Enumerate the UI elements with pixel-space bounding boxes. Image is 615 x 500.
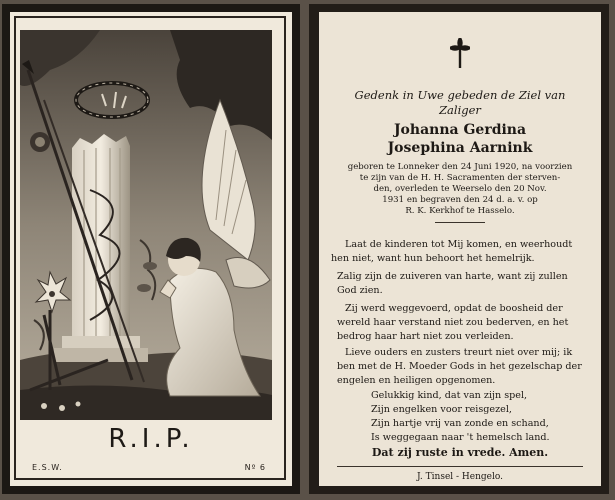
poem-line: Gelukkig kind, dat van zijn spel, — [371, 390, 528, 401]
paragraph-line: Lieve ouders en zusters treurt niet over mij; ik — [345, 347, 573, 358]
card-front-paper — [10, 12, 292, 486]
paragraph-line: ben met de H. Moeder Gods in het gezelschap der — [337, 361, 582, 372]
devotional-illustration — [20, 30, 272, 420]
paragraph-line: wereld haar verstand niet zou bederven, en het — [337, 317, 569, 328]
publisher-line: J. Tinsel - Hengelo. — [417, 472, 503, 482]
bio-line: den, overleden te Weerselo den 20 Nov. — [373, 184, 547, 194]
scripture-paragraph — [331, 238, 599, 266]
bio-line: 1931 en begraven den 24 d. a. v. op — [382, 195, 538, 205]
poem-line: Is weggegaan naar 't hemelsch land. — [371, 432, 550, 443]
intro-line-1: Gedenk in Uwe gebeden de Ziel van — [354, 88, 566, 102]
bio-line: te zijn van de H. H. Sacramenten der sterven- — [359, 173, 561, 183]
intro-line-2: Zaliger — [439, 103, 481, 117]
closing-prayer: Dat zij ruste in vrede. Amen. — [371, 446, 549, 459]
poem-line: Zijn engelken voor reisgezel, — [371, 404, 512, 415]
bio-line: R. K. Kerkhof te Hasselo. — [405, 206, 515, 216]
poem-line: Zijn hartje vrij van zonde en schand, — [371, 418, 549, 429]
paragraph-line: God zien. — [337, 285, 383, 296]
card-back-paper — [319, 12, 601, 486]
farewell-paragraph — [337, 346, 591, 388]
memorial-card-front — [2, 4, 300, 494]
deceased-name-line-1: Johanna Gerdina — [393, 122, 527, 138]
printer-mark: E.S.W. — [32, 463, 63, 472]
paragraph-line: bedrog haar hart niet zou verleiden. — [337, 331, 514, 342]
deceased-name-line-2: Josephina Aarnink — [387, 140, 533, 156]
divider — [337, 466, 583, 467]
paragraph-line: Zalig zijn de zuiveren van harte, want zij zullen — [337, 271, 568, 282]
memorial-card-back — [309, 4, 609, 494]
wisdom-paragraph — [337, 302, 591, 344]
paragraph-line: Laat de kinderen tot Mij komen, en weerhoudt — [345, 239, 573, 250]
cross-icon — [450, 38, 470, 68]
poem — [371, 389, 550, 445]
paragraph-line: engelen en heiligen opgenomen. — [337, 375, 496, 386]
paragraph-line: Zij werd weggevoerd, opdat de boosheid der — [345, 303, 563, 314]
beatitude-paragraph — [337, 270, 591, 298]
card-number: Nº 6 — [244, 463, 266, 472]
bio-line: geboren te Lonneker den 24 Juni 1920, na voorzien — [347, 162, 573, 172]
divider — [435, 222, 485, 223]
rip-caption: R.I.P. — [108, 424, 194, 454]
paragraph-line: hen niet, want hun behoort het hemelrijk. — [331, 253, 535, 264]
